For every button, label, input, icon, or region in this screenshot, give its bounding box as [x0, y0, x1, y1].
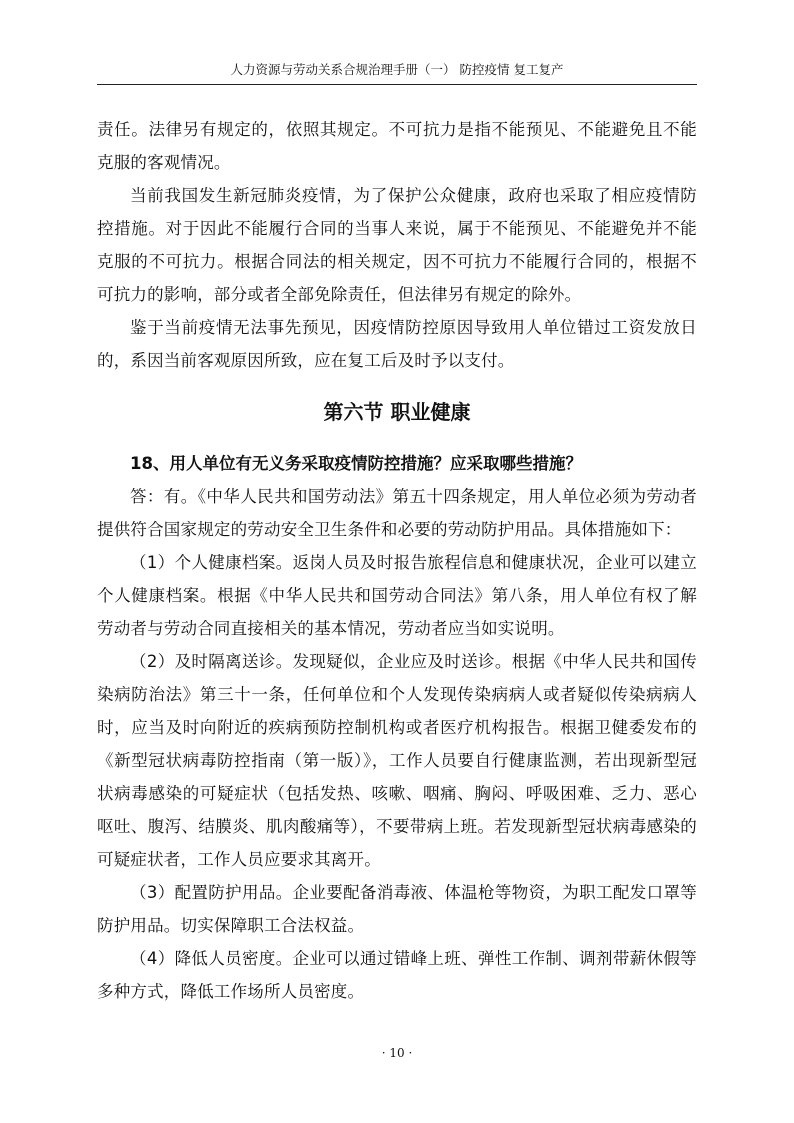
page-header: [97, 62, 697, 85]
paragraph-wage-payment: 鉴于当前疫情无法事先预见，因疫情防控原因导致用人单位错过工资发放日的，系因当前客观原因所致，应在复工后及时予以支付。: [97, 318, 697, 370]
answer-paragraph: 答：有。《中华人民共和国劳动法》第五十四条规定，用人单位必须为劳动者提供符合国家规定的劳动安全卫生条件和必要的劳动防护用品。具体措施如下：: [97, 487, 697, 539]
page-footer: [0, 1046, 794, 1060]
measure-item-2: （2）及时隔离送诊。发现疑似，企业应及时送诊。根据《中华人民共和国传染病防治法》第三十一条，任何单位和个人发现传染病病人或者疑似传染病病人时，应当及时向附近的疾病预防控制机构或者医疗机构报告。根据卫健委发布的《新型冠状病毒防控指南（第一版）》，工作人员要自行健康监测，若出现新型冠状病毒感染的可疑症状（包括发热、咳嗽、咽痛、胸闷、呼吸困难、乏力、恶心呕吐、腹泻、结膜炎、肌肉酸痛等），不要带病上班。若发现新型冠状病毒感染的可疑症状者，工作人员应要求其离开。: [97, 652, 697, 869]
section-title: 第六节 职业健康: [323, 400, 471, 424]
paragraph-epidemic-force-majeure: 当前我国发生新冠肺炎疫情，为了保护公众健康，政府也采取了相应疫情防控措施。对于因此不能履行合同的当事人来说，属于不能预见、不能避免并不能克服的不可抗力。根据合同法的相关规定，因不可抗力不能履行合同的，根据不可抗力的影响，部分或者全部免除责任，但法律另有规定的除外。: [97, 186, 697, 304]
measure-item-3: （3）配置防护用品。企业要配备消毒液、体温枪等物资，为职工配发口罩等防护用品。切实保障职工合法权益。: [97, 883, 697, 935]
paragraph-force-majeure-end: 责任。法律另有规定的，依照其规定。不可抗力是指不能预见、不能避免且不能克服的客观情况。: [97, 120, 697, 172]
question-heading: 18、用人单位有无义务采取疫情防控措施？应采取哪些措施？: [130, 454, 582, 473]
page-content: [97, 113, 697, 1008]
header-title: 人力资源与劳动关系合规治理手册（一） 防控疫情 复工复产: [230, 62, 564, 77]
measure-item-1: （1）个人健康档案。返岗人员及时报告旅程信息和健康状况，企业可以建立个人健康档案。根据《中华人民共和国劳动合同法》第八条，用人单位有权了解劳动者与劳动合同直接相关的基本情况，劳动者应当如实说明。: [97, 553, 697, 638]
measure-item-4: （4）降低人员密度。企业可以通过错峰上班、弹性工作制、调剂带薪休假等多种方式，降低工作场所人员密度。: [97, 949, 697, 1001]
page-number: · 10 ·: [381, 1046, 413, 1060]
